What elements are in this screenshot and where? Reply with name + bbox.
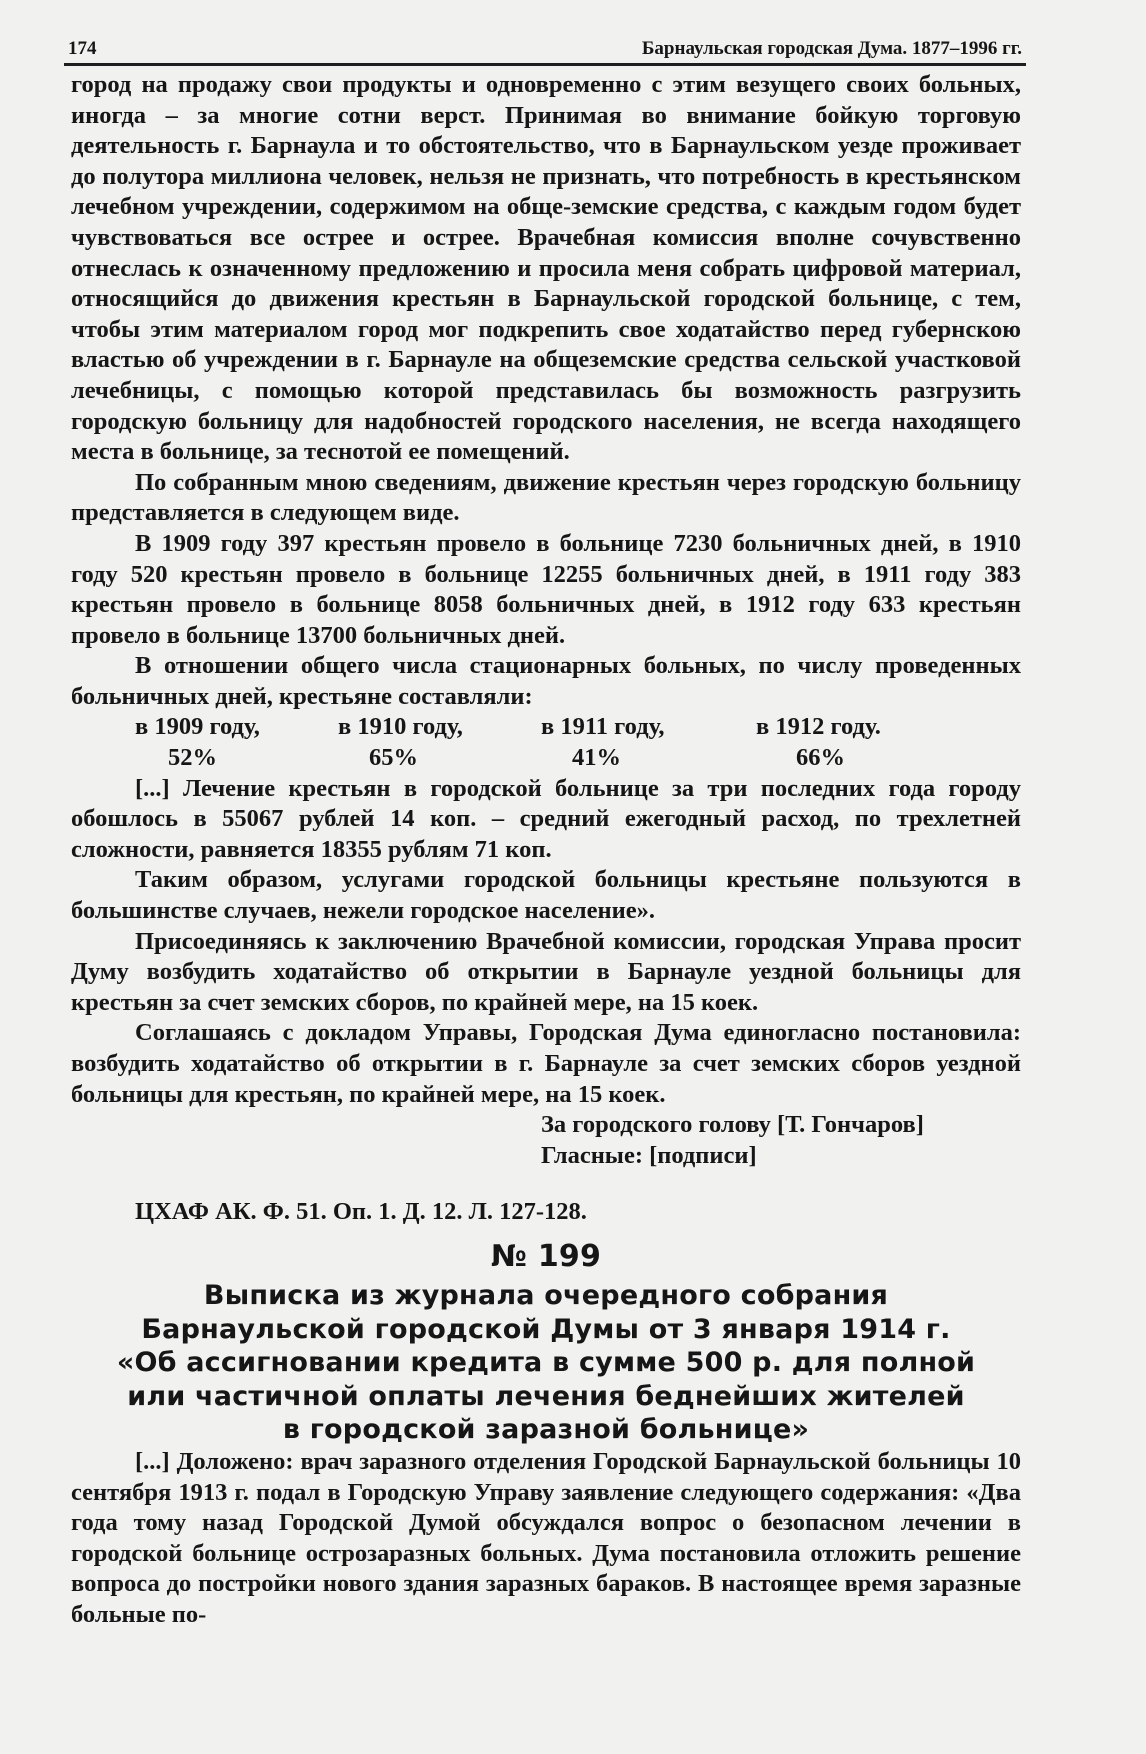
year-label: в 1909 году, — [135, 713, 260, 741]
document-number: № 199 — [490, 1238, 602, 1274]
page-number: 174 — [68, 38, 97, 59]
header-rule — [64, 63, 1026, 66]
paragraph: В 1909 году 397 крестьян провело в больнице 7230 больничных дней, в 1910 году 520 крестьян провело в больнице 12255 больничных дней, в 1911 году 383 крестьян провело в больнице 8058 больничных дней, в 1912 году 633 крестьян провело в больнице 13700 больничных дней. — [71, 529, 1021, 649]
paragraph: Таким образом, услугами городской больницы крестьяне пользуются в большинстве случаев, нежели городское население». — [71, 866, 1021, 925]
document-title-line: в городской заразной больнице» — [282, 1414, 810, 1446]
year-label: в 1911 году, — [541, 713, 665, 741]
years-row — [135, 712, 1021, 743]
document-heading — [71, 1240, 1021, 1447]
percent-value: 52% — [168, 744, 217, 772]
document-title-line: Выписка из журнала очередного собрания — [203, 1280, 889, 1312]
document-title-line: «Об ассигновании кредита в сумме 500 р. для полной — [116, 1347, 976, 1379]
signature-councillors: Гласные: [подписи] — [541, 1141, 757, 1169]
paragraph: По собранным мною сведениям, движение крестьян через городскую больницу представляется в следующем виде. — [71, 468, 1021, 527]
archive-reference: ЦХАФ АК. Ф. 51. Оп. 1. Д. 12. Л. 127-128. — [135, 1198, 587, 1226]
paragraph: [...] Доложено: врач заразного отделения Городской Барнаульской больницы 10 сентября 1913 г. подал в Городскую Управу заявление следующего содержания: «Два года тому назад Городской Думой обсуждался вопрос о безопасном лечении в городской больнице острозаразных больных. Дума постановила отложить решение вопроса до постройки нового здания заразных бараков. В настоящее время заразные больные по- — [71, 1447, 1021, 1628]
year-label: в 1910 году, — [338, 713, 463, 741]
running-title: Барнаульская городская Дума. 1877–1996 гг. — [641, 38, 1022, 59]
document-title-line: Барнаульской городской Думы от 3 января 1914 г. — [141, 1313, 951, 1345]
document-title-line: или частичной оплаты лечения беднейших жителей — [127, 1380, 965, 1412]
percent-value: 41% — [572, 744, 621, 772]
paragraph: город на продажу свои продукты и одновременно с этим везущего своих больных, иногда – за многие сотни верст. Принимая во внимание бойкую торговую деятельность г. Барнаула и то обстоятельство, что в Барнаульском уезде проживает до полутора миллиона человек, нельзя не признать, что потребность в крестьянском лечебном учреждении, содержимом на обще-земские средства, с каждым годом будет чувствоваться все острее и острее. Врачебная комиссия вполне сочувственно отнеслась к означенному предложению и просила меня собрать цифровой материал, относящийся до движения крестьян в Барнаульской городской больнице, с тем, чтобы этим материалом город мог подкрепить свое ходатайство перед губернскою властью об учреждении в г. Барнауле на общеземские средства сельской участковой лечебницы, с помощью которой представилась бы возможность разгрузить городскую больницу для надобностей городского населения, не всегда находящего места в больнице, за теснотой ее помещений. — [71, 71, 1021, 466]
paragraph: В отношении общего числа стационарных больных, по числу проведенных больничных дней, крестьяне составляли: — [71, 652, 1021, 710]
page-header — [68, 38, 1022, 62]
year-label: в 1912 году. — [756, 713, 881, 741]
paragraph: Присоединяясь к заключению Врачебной комиссии, городская Управа просит Думу возбудить ходатайство об открытии в Барнауле уездной больницы для крестьян за счет земских сборов, по крайней мере, на 15 коек. — [71, 927, 1021, 1016]
paragraph: [...] Лечение крестьян в городской больнице за три последних года городу обошлось в 55067 рублей 14 коп. – средний ежегодный расход, по трехлетней сложности, равняется 18355 рублям 71 коп. — [71, 774, 1021, 863]
paragraph: Соглашаясь с докладом Управы, Городская Дума единогласно постановила: возбудить ходатайство об открытии в г. Барнауле за счет земских сборов уездной больницы для крестьян, по крайней мере, на 15 коек. — [71, 1019, 1021, 1108]
document-body — [71, 70, 1021, 1631]
percent-value: 66% — [796, 744, 845, 772]
percent-row — [135, 743, 1021, 774]
percent-value: 65% — [369, 744, 418, 772]
signature-mayor: За городского голову [Т. Гончаров] — [541, 1111, 924, 1139]
